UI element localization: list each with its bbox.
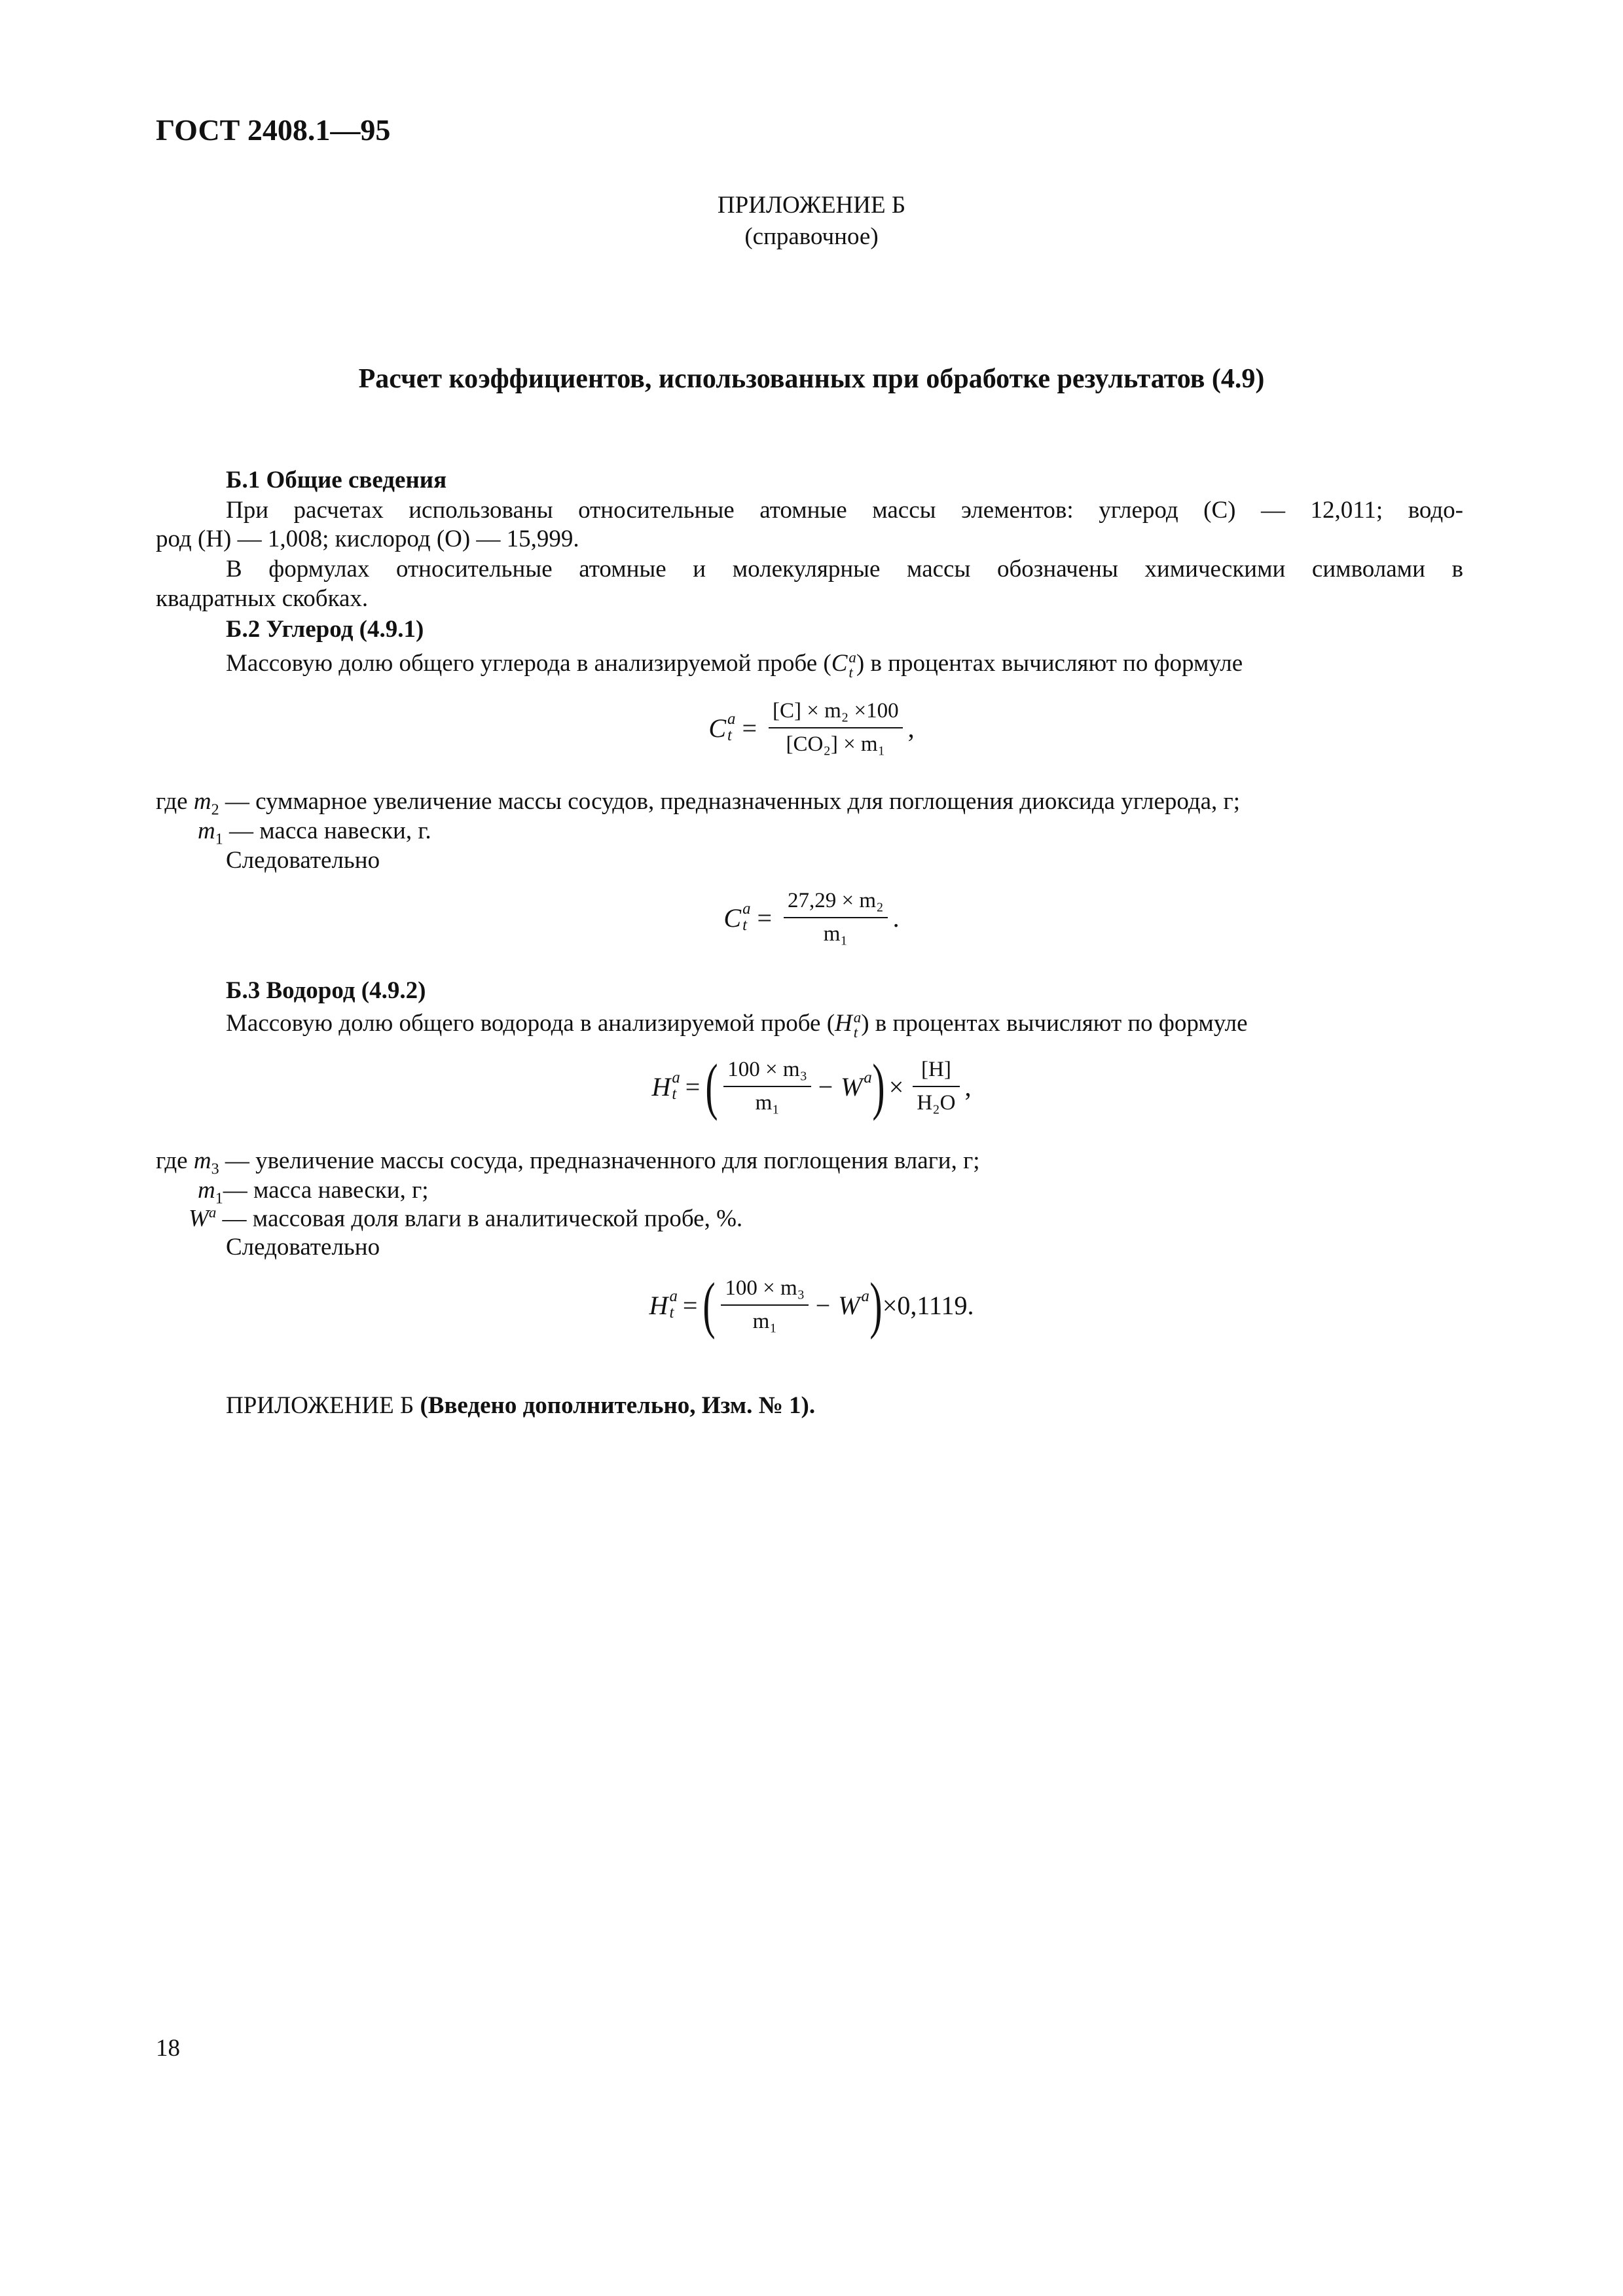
b2-intro xyxy=(226,649,1243,680)
b3-intro: Массовую долю общего водорода в анализируемой пробе (H a t ) в процентах вычисляют по формуле xyxy=(226,1009,1248,1041)
b2-hence: Следовательно xyxy=(226,847,380,874)
ratio-fraction: $\frac{[H]}{\text{H₂O}}$ xyxy=(913,1058,959,1115)
formula-index: a t xyxy=(669,1287,678,1321)
formula-index: a t xyxy=(742,900,751,934)
b2-intro-before: Массовую долю общего углерода в анализируемой пробе ( xyxy=(226,650,831,677)
b3-formula-1: H a t = ( $\frac{\text{100 × m₃}}{\text{m₁}}$ − W a ) × $\frac{[H]}{\text{H₂O}}$ , xyxy=(651,1051,972,1121)
b3-heading: Б.3 Водород (4.9.2) xyxy=(226,977,426,1004)
b3-where-m3: где $m_3$ — увеличение массы сосуда, предназначенного для поглощения влаги, г; xyxy=(156,1147,980,1178)
b1-heading: Б.1 Общие сведения xyxy=(226,467,447,493)
b1-paragraph-1-line-2: род (H) — 1,008; кислород (O) — 15,999. xyxy=(156,526,579,552)
document-id: ГОСТ 2408.1—95 xyxy=(156,113,391,147)
b3-where-w: $W^a$ — массовая доля влаги в аналитической пробе, %. xyxy=(189,1204,743,1232)
appendix-title: ПРИЛОЖЕНИЕ Б xyxy=(717,192,906,219)
b1-paragraph-2-line-1: В формулах относительные атомные и молекулярные массы обозначены химическими символами в xyxy=(226,556,1463,583)
formula-index: a t xyxy=(672,1069,680,1103)
b2-intro-symbol: C xyxy=(831,650,848,677)
b1-paragraph-2-line-2: квадратных скобках. xyxy=(156,585,369,612)
page-number: 18 xyxy=(156,2035,180,2062)
b2-intro-after: ) в процентах вычисляют по формуле xyxy=(856,650,1243,677)
appendix-subtitle: (справочное) xyxy=(744,223,879,250)
b1-paragraph-1-line-1: При расчетах использованы относительные атомные массы элементов: углерод (C) — 12,011; водо- xyxy=(226,497,1463,524)
b2-heading: Б.2 Углерод (4.9.1) xyxy=(226,616,424,643)
b3-hence: Следовательно xyxy=(226,1234,380,1261)
b2-where-m1: $m_1$ — масса навески, г. xyxy=(198,817,431,848)
b2-intro-index: a t xyxy=(848,649,856,681)
appendix-note: ПРИЛОЖЕНИЕ Б (Введено дополнительно, Изм. № 1). xyxy=(226,1392,816,1419)
fraction: $\frac{\text{27,29 × m₂}}{\text{m₁}}$ xyxy=(784,889,888,946)
b2-formula-1: C a t = $\frac{\text{[C] × m₂ ×100}}{\text{[CO₂] × m₁}}$ , xyxy=(708,699,915,756)
b2-formula-2: C a t = $\frac{\text{27,29 × m₂}}{\text{m₁}}$ . xyxy=(723,889,900,946)
b3-formula-2: H a t = ( $\frac{\text{100 × m₃}}{\text{m₁}}$ − W a ) ×0,1119. xyxy=(649,1270,974,1340)
fraction: $\frac{\text{100 × m₃}}{\text{m₁}}$ xyxy=(723,1058,811,1115)
formula-symbol: C xyxy=(708,713,727,743)
section-title: Расчет коэффициентов, использованных при обработке результатов (4.9) xyxy=(358,364,1265,394)
formula-index: a t xyxy=(727,710,736,744)
b2-where-m2: где $m_2$ — суммарное увеличение массы сосудов, предназначенных для поглощения диоксида углерода, г; xyxy=(156,788,1241,819)
fraction: $\frac{\text{100 × m₃}}{\text{m₁}}$ xyxy=(721,1276,809,1334)
b3-where-m1: $m_1—$ масса навески, г; xyxy=(198,1177,429,1208)
b3-intro-index: a t xyxy=(853,1009,862,1041)
fraction: $\frac{\text{[C] × m₂ ×100}}{\text{[CO₂] × m₁}}$ xyxy=(769,699,903,757)
